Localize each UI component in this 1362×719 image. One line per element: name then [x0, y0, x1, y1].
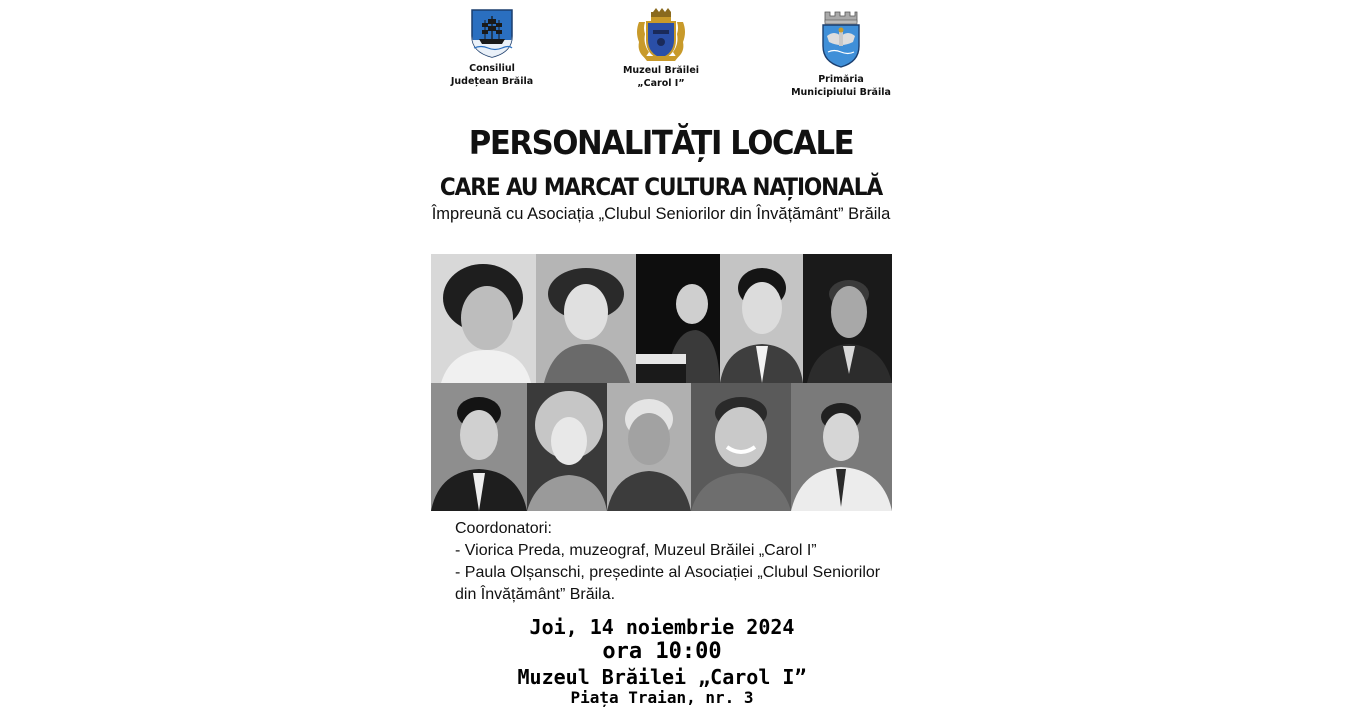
partner-line: Împreună cu Asociația „Clubul Seniorilor din Învățământ” Brăila	[431, 205, 891, 223]
coordinators-block	[455, 518, 925, 606]
page-title: PERSONALITĂȚI LOCALE	[468, 123, 854, 162]
event-address: Piața Traian, nr. 3	[570, 688, 754, 707]
portrait-man-white-jacket	[791, 383, 892, 511]
portrait-man-dark-background	[803, 254, 892, 383]
coordinators-heading: Coordonatori:	[455, 520, 552, 537]
museum-crest-icon	[633, 8, 689, 62]
logo-primaria	[756, 8, 926, 99]
event-venue: Muzeul Brăilei „Carol I”	[517, 665, 807, 689]
event-date: Joi, 14 noiembrie 2024	[529, 615, 795, 639]
logo-caption-line1: Consiliul	[469, 63, 515, 74]
coordinator-line: - Paula Olșanschi, președinte al Asociației „Clubul Seniorilor	[455, 564, 881, 581]
logo-caption-line2: „Carol I”	[637, 78, 685, 89]
portrait-elderly-man	[607, 383, 691, 511]
logo-caption-line2: Județean Brăila	[450, 76, 534, 87]
portrait-woman-smiling	[536, 254, 636, 383]
logo-caption-line1: Muzeul Brăilei	[622, 65, 700, 76]
logo-caption-line1: Primăria	[818, 74, 864, 85]
ship-coat-of-arms-icon	[469, 8, 515, 58]
logo-consiliul-judetean	[407, 8, 577, 88]
portrait-laughing-man	[691, 383, 791, 511]
portrait-man-bow-tie	[431, 383, 527, 511]
logo-muzeul-brailei	[576, 8, 746, 90]
coordinator-line: din Învățământ” Brăila.	[455, 586, 616, 603]
city-coat-of-arms-icon	[820, 8, 862, 68]
portrait-young-man-suit	[720, 254, 803, 383]
logo-caption-line2: Municipiului Brăila	[791, 87, 891, 98]
coordinator-line: - Viorica Preda, muzeograf, Muzeul Brăilei „Carol I”	[455, 542, 817, 559]
portrait-actress	[527, 383, 607, 511]
portrait-pianist	[636, 254, 720, 383]
portrait-woman-short-hair	[431, 254, 536, 383]
page-subtitle: CARE AU MARCAT CULTURA NAȚIONALĂ	[439, 173, 883, 201]
event-time: ora 10:00	[602, 639, 722, 664]
